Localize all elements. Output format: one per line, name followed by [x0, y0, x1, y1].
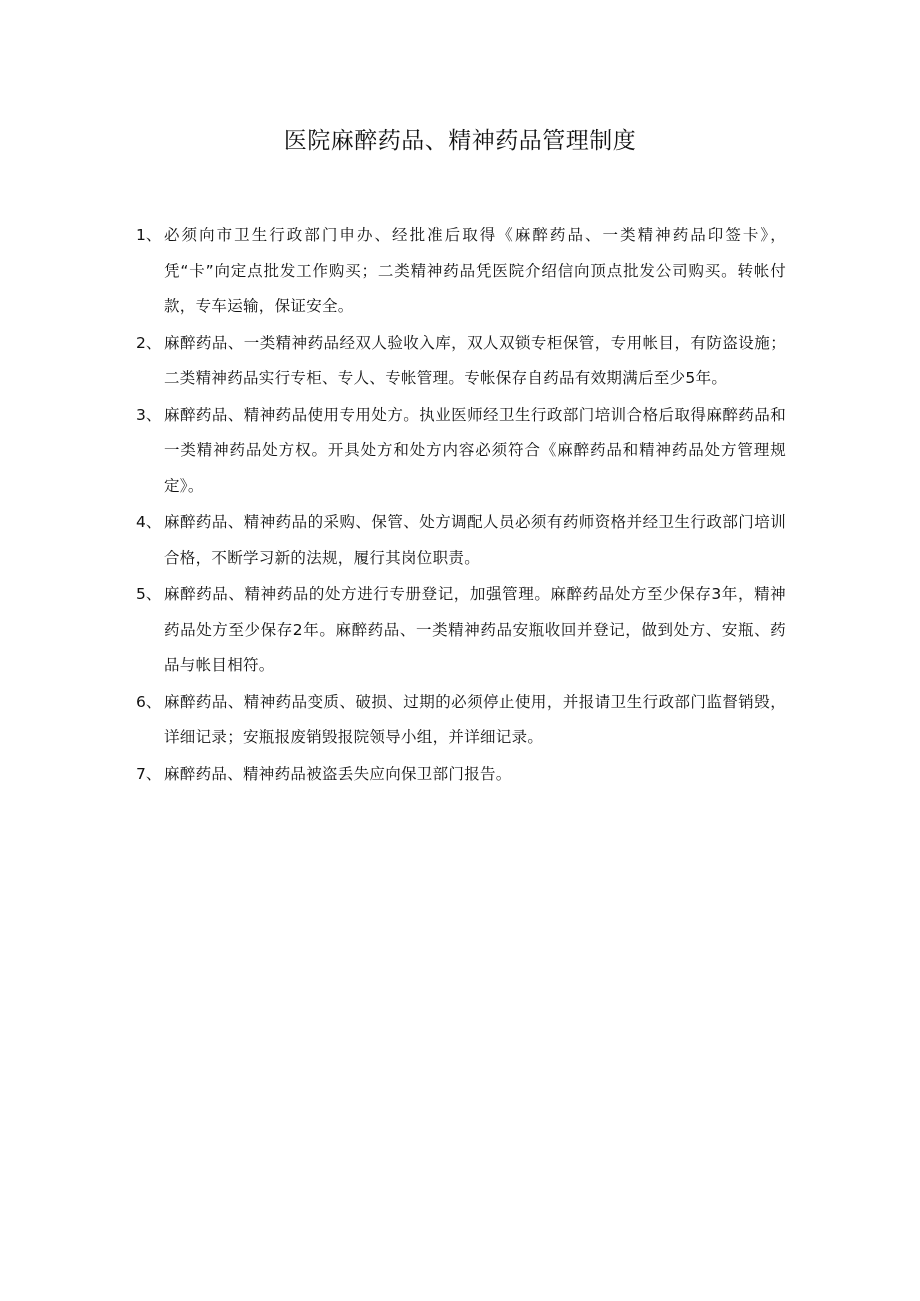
item-text: 麻醉药品、精神药品的采购、保管、处方调配人员必须有药师资格并经卫生行政部门培训合格，不断学习新的法规，履行其岗位职责。 — [164, 513, 786, 567]
item-number: 1、 — [136, 226, 162, 244]
regulation-item-6 — [136, 685, 786, 756]
item-text: 麻醉药品、精神药品变质、破损、过期的必须停止使用，并报请卫生行政部门监督销毁，详细记录；安瓶报废销毁报院领导小组，并详细记录。 — [164, 692, 786, 746]
regulation-list — [136, 218, 786, 792]
regulation-item-2 — [136, 326, 786, 397]
regulation-item-3 — [136, 398, 786, 505]
regulation-item-4 — [136, 505, 786, 576]
document-title: 医院麻醉药品、精神药品管理制度 — [283, 128, 637, 154]
regulation-item-5 — [136, 577, 786, 684]
item-number: 7、 — [136, 764, 162, 783]
item-number: 2、 — [136, 333, 162, 352]
item-number: 3、 — [136, 405, 162, 424]
item-text: 麻醉药品、精神药品被盗丢失应向保卫部门报告。 — [164, 764, 512, 783]
item-text: 麻醉药品、精神药品使用专用处方。执业医师经卫生行政部门培训合格后取得麻醉药品和一类精神药品处方权。开具处方和处方内容必须符合《麻醉药品和精神药品处方管理规定》。 — [164, 405, 786, 495]
item-text: 麻醉药品、精神药品的处方进行专册登记，加强管理。麻醉药品处方至少保存3年，精神药品处方至少保存2年。麻醉药品、一类精神药品安瓶收回并登记，做到处方、安瓶、药品与帐目相符。 — [164, 585, 786, 674]
item-text: 麻醉药品、一类精神药品经双人验收入库，双人双锁专柜保管，专用帐目，有防盗设施；二类精神药品实行专柜、专人、专帐管理。专帐保存自药品有效期满后至少5年。 — [164, 333, 786, 387]
item-number: 6、 — [136, 692, 162, 711]
item-number: 4、 — [136, 513, 162, 531]
regulation-item-1 — [136, 218, 786, 325]
item-text: 必须向市卫生行政部门申办、经批准后取得《麻醉药品、一类精神药品印签卡》，凭“卡”向定点批发工作购买；二类精神药品凭医院介绍信向顶点批发公司购买。转帐付款，专车运输，保证安全。 — [164, 226, 786, 315]
regulation-item-7 — [136, 757, 786, 793]
item-number: 5、 — [136, 585, 162, 603]
